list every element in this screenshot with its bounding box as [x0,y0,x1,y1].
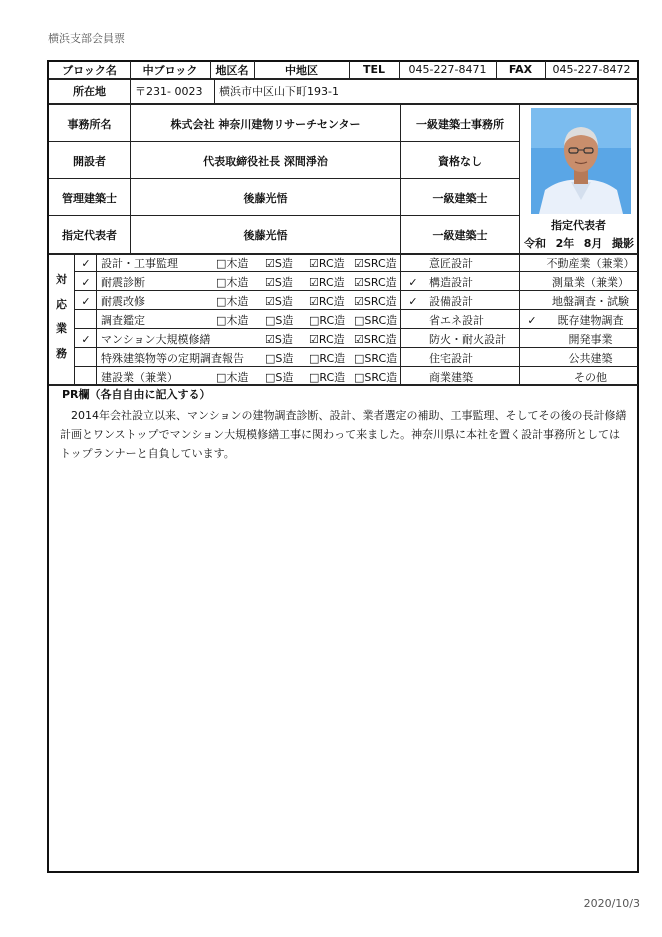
business-name: 公共建築 [568,352,613,365]
service-name: 設計・工事監理 [101,257,178,270]
design-check: ✓ [408,294,418,308]
business-name: 測量業（兼業） [552,276,629,289]
business-name: その他 [574,371,607,384]
service-rc: □RC造 [309,352,346,365]
district-label: 地区名 [215,63,249,77]
business-check [521,273,543,291]
service-wood: □木造 [216,371,249,384]
service-src: ☑SRC造 [354,257,397,270]
address-label: 所在地 [73,85,106,98]
service-rc: ☑RC造 [309,257,345,270]
business-check [521,292,543,310]
grid-vline [96,254,97,384]
design-name: 構造設計 [429,276,473,289]
office-name-value: 株式会社 神奈川建物リサーチセンター [170,117,361,131]
service-src: □SRC造 [354,314,398,327]
service-steel: □S造 [265,371,294,384]
representative-label: 指定代表者 [62,228,117,242]
pr-label: PR欄（各自自由に記入する） [62,388,211,401]
design-name: 設備設計 [429,295,473,308]
document-title: 横浜支部会員票 [48,32,125,45]
fax-value: 045-227-8472 [552,63,631,76]
service-rc: □RC造 [309,371,346,384]
design-name: 防火・耐火設計 [429,333,506,346]
services-side-label: 対 応 業 務 [56,273,67,360]
service-steel: ☑S造 [265,257,293,270]
business-check [521,349,543,367]
pr-text [60,406,632,463]
design-name: 省エネ設計 [429,314,484,327]
photo-caption-title: 指定代表者 [551,218,606,232]
representative-value: 後藤光悟 [243,228,288,242]
service-rc: ☑RC造 [309,276,345,289]
service-wood: □木造 [216,276,249,289]
service-name: 調査鑑定 [101,314,145,327]
manager-label: 管理建築士 [62,191,117,205]
pr-line: 計画とワンストップでマンション大規模修繕工事に関わって来ました。神奈川県に本社を置く設計事務所としては [60,428,621,441]
service-wood [216,349,264,367]
service-steel: ☑S造 [265,295,293,308]
business-name: 地盤調査・試験 [552,295,629,308]
design-name: 商業建築 [429,371,473,384]
service-check [76,349,96,367]
design-check [402,311,424,329]
business-name: 不動産業（兼業） [546,257,635,270]
business-check [521,254,543,272]
service-check: ✓ [81,275,91,289]
service-wood: □木造 [216,314,249,327]
grid-vline [74,254,75,384]
postal-code: 〒231- 0023 [135,85,203,98]
photo-era: 令和 [524,237,546,250]
service-check [76,368,96,386]
service-check: ✓ [81,294,91,308]
representative-photo [531,108,631,214]
grid-vline [130,79,131,103]
representative-qualification: 一級建築士 [432,228,488,242]
grid-vline [519,254,520,384]
pr-line: トップランナーと自負しています。 [60,447,235,460]
manager-qualification: 一級建築士 [432,191,488,205]
pr-line: 2014年会社設立以来、マンションの建物調査診断、設計、業者選定の補助、工事監理、そしてその後の長計修繕 [71,409,627,422]
design-check: ✓ [408,275,418,289]
service-name: 建設業（兼業） [101,371,178,384]
founder-value: 代表取締役社長 深間淨治 [203,154,328,168]
service-name: 耐震診断 [101,276,145,289]
grid-vline [400,254,401,384]
founder-qualification: 資格なし [438,154,482,168]
service-wood: □木造 [216,257,249,270]
service-steel: ☑S造 [265,276,293,289]
service-wood [216,330,264,348]
address-value: 横浜市中区山下町193-1 [219,85,339,98]
design-check [402,368,424,386]
service-src: ☑SRC造 [354,276,397,289]
service-name: 耐震改修 [101,295,145,308]
business-check: ✓ [527,313,537,327]
design-check [402,254,424,272]
service-rc: ☑RC造 [309,295,345,308]
tel-value: 045-227-8471 [408,63,487,76]
business-check [521,330,543,348]
service-name: マンション大規模修繕 [101,333,211,346]
fax-label: FAX [508,63,533,76]
service-steel: ☑S造 [265,333,293,346]
design-check [402,330,424,348]
service-steel: □S造 [265,352,294,365]
manager-value: 後藤光悟 [243,191,288,205]
service-steel: □S造 [265,314,294,327]
service-check: ✓ [81,332,91,346]
photo-action: 撮影 [612,237,634,250]
district-value: 中地区 [285,63,318,77]
service-rc: □RC造 [309,314,346,327]
photo-month: 8月 [583,237,603,250]
service-rc: ☑RC造 [309,333,345,346]
service-check [76,311,96,329]
service-src: ☑SRC造 [354,333,397,346]
block-value: 中ブロック [142,63,198,77]
service-check: ✓ [81,256,91,270]
business-name: 開発事業 [568,333,613,346]
photo-caption-date [524,234,638,252]
design-name: 住宅設計 [429,352,473,365]
founder-label: 開設者 [73,154,106,168]
design-check [402,349,424,367]
service-src: □SRC造 [354,352,398,365]
business-check [521,368,543,386]
photo-year: 2年 [555,237,575,250]
block-label: ブロック名 [62,63,117,77]
service-wood: □木造 [216,295,249,308]
service-name: 特殊建築物等の定期調査報告 [101,352,244,365]
print-date: 2020/10/3 [583,897,640,910]
office-name-label: 事務所名 [67,117,112,131]
service-src: ☑SRC造 [354,295,397,308]
design-name: 意匠設計 [429,257,473,270]
business-name: 既存建物調査 [557,314,624,327]
service-src: □SRC造 [354,371,398,384]
tel-label: TEL [362,63,386,76]
office-type: 一級建築士事務所 [416,117,504,131]
